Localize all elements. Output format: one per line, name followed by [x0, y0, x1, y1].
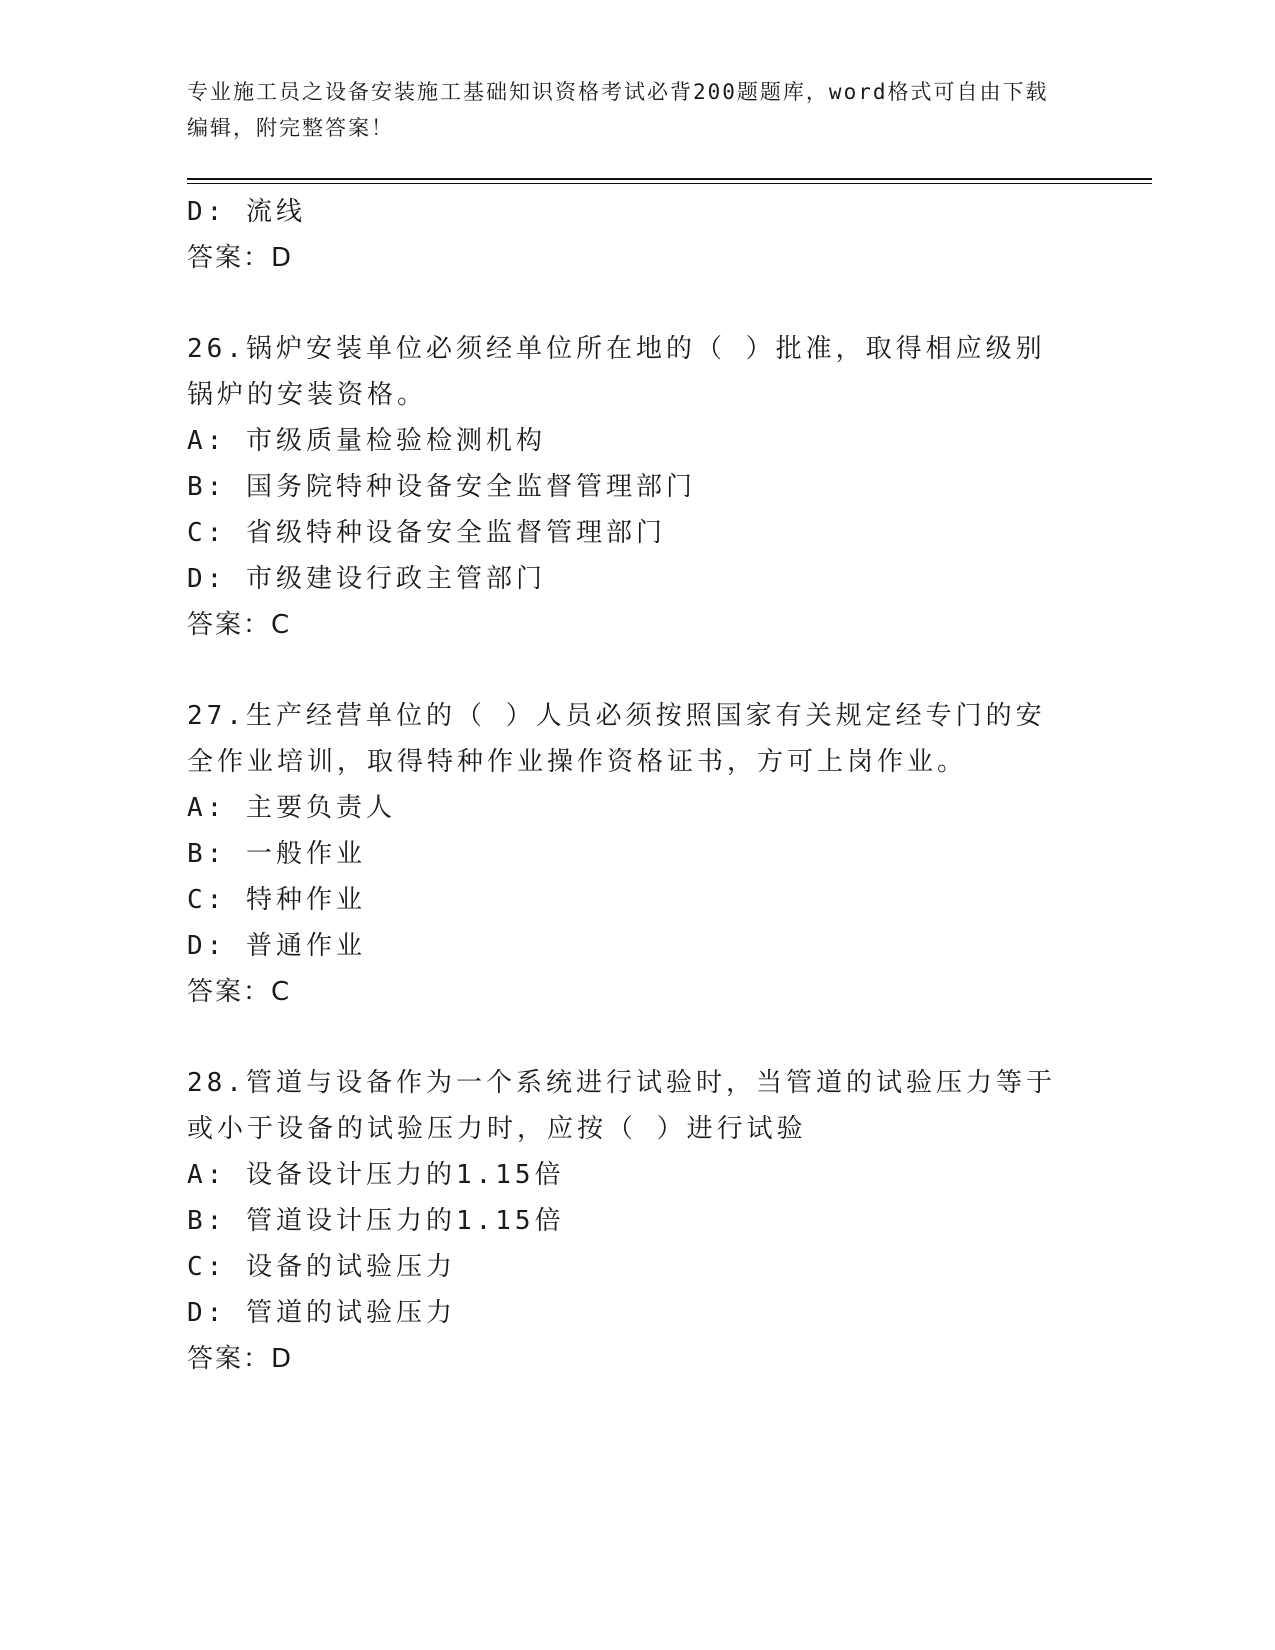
- option-b: B: 国务院特种设备安全监督管理部门: [187, 472, 696, 502]
- answer-line: 答案：D: [187, 243, 294, 273]
- option-c: C: 省级特种设备安全监督管理部门: [187, 518, 666, 548]
- option-a: A: 设备设计压力的1.15倍: [187, 1160, 565, 1190]
- question-26: [187, 326, 1067, 648]
- option-d: D: 流线: [187, 197, 306, 227]
- carryover-question: [187, 189, 1067, 281]
- question-text: 27.生产经营单位的（ ）人员必须按照国家有关规定经专门的安全作业培训，取得特种作业操作资格证书，方可上岗作业。: [187, 701, 1046, 777]
- question-28: [187, 1060, 1067, 1382]
- option-a: A: 主要负责人: [187, 793, 396, 823]
- option-a: A: 市级质量检验检测机构: [187, 426, 546, 456]
- option-b: B: 管道设计压力的1.15倍: [187, 1206, 565, 1236]
- option-d: D: 管道的试验压力: [187, 1298, 456, 1328]
- option-d: D: 市级建设行政主管部门: [187, 564, 546, 594]
- header-divider-thin: [187, 183, 1152, 184]
- document-header: 专业施工员之设备安装施工基础知识资格考试必背200题题库，word格式可自由下载编辑，附完整答案！: [187, 80, 1049, 140]
- answer-line: 答案：C: [187, 610, 292, 640]
- option-c: C: 特种作业: [187, 885, 366, 915]
- answer-line: 答案：D: [187, 1344, 294, 1374]
- option-c: C: 设备的试验压力: [187, 1252, 456, 1282]
- page-content: [187, 189, 1067, 1382]
- question-text: 26.锅炉安装单位必须经单位所在地的（ ）批准，取得相应级别锅炉的安装资格。: [187, 334, 1046, 410]
- header-divider-thick: [187, 178, 1152, 180]
- answer-line: 答案：C: [187, 977, 292, 1007]
- question-27: [187, 693, 1067, 1015]
- option-d: D: 普通作业: [187, 931, 366, 961]
- option-b: B: 一般作业: [187, 839, 366, 869]
- question-text: 28.管道与设备作为一个系统进行试验时，当管道的试验压力等于或小于设备的试验压力时，应按（ ）进行试验: [187, 1068, 1056, 1144]
